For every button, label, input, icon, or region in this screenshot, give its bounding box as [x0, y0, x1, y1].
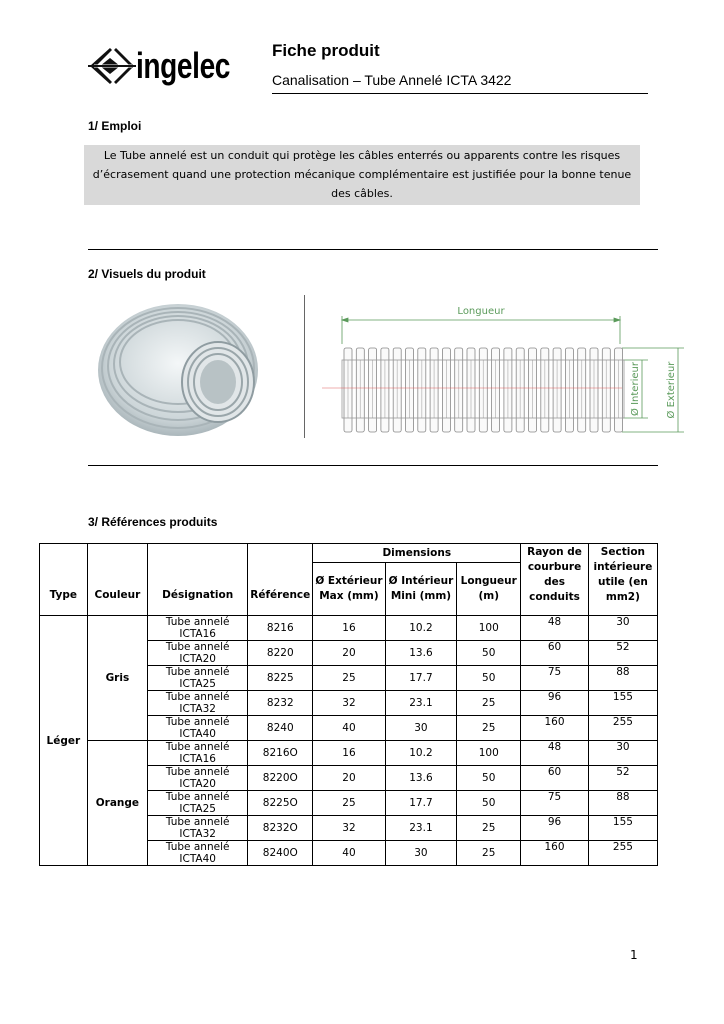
radius-cell: 75 [521, 791, 589, 816]
outer-diameter-label: Ø Exterieur [666, 361, 677, 419]
coil-photo [96, 298, 266, 438]
table-row [40, 616, 658, 641]
section-divider-2 [88, 465, 658, 466]
color-cell: Orange [87, 741, 147, 866]
visual-separator [304, 295, 305, 438]
ext-diameter-cell: 16 [313, 741, 385, 766]
ext-diameter-cell: 40 [313, 841, 385, 866]
ext-diameter-cell: 20 [313, 766, 385, 791]
int-diameter-cell: 23.1 [385, 816, 457, 841]
length-cell: 50 [457, 766, 521, 791]
length-cell: 25 [457, 691, 521, 716]
int-diameter-cell: 13.6 [385, 766, 457, 791]
designation-cell: Tube annelé ICTA16 [148, 616, 248, 641]
section-visuels-title: 2/ Visuels du produit [88, 267, 206, 281]
header-dimensions: Dimensions [313, 544, 521, 563]
int-diameter-cell: 30 [385, 841, 457, 866]
reference-cell: 8240 [248, 716, 313, 741]
length-label: Longueur [457, 306, 505, 317]
table-row [40, 741, 658, 766]
section-cell: 30 [588, 616, 657, 641]
length-cell: 50 [457, 666, 521, 691]
document-subtitle: Canalisation – Tube Annelé ICTA 3422 [272, 72, 512, 88]
int-diameter-cell: 17.7 [385, 666, 457, 691]
reference-cell: 8225 [248, 666, 313, 691]
designation-cell: Tube annelé ICTA40 [148, 841, 248, 866]
reference-cell: 8220O [248, 766, 313, 791]
int-diameter-cell: 10.2 [385, 616, 457, 641]
brand-name: ingelec [136, 45, 231, 86]
designation-cell: Tube annelé ICTA32 [148, 816, 248, 841]
header-color: Couleur [87, 544, 147, 616]
color-cell: Gris [87, 616, 147, 741]
section-cell: 255 [588, 841, 657, 866]
radius-cell: 48 [521, 616, 589, 641]
designation-cell: Tube annelé ICTA25 [148, 666, 248, 691]
document-title: Fiche produit [272, 41, 380, 60]
header-radius: Rayon de courbure des conduits [521, 544, 589, 616]
radius-cell: 96 [521, 691, 589, 716]
ext-diameter-cell: 32 [313, 816, 385, 841]
length-cell: 100 [457, 616, 521, 641]
length-cell: 50 [457, 641, 521, 666]
references-table [39, 543, 658, 866]
header-reference: Référence [248, 544, 313, 616]
page-number: 1 [630, 948, 638, 962]
section-divider [88, 249, 658, 250]
radius-cell: 160 [521, 841, 589, 866]
ext-diameter-cell: 32 [313, 691, 385, 716]
designation-cell: Tube annelé ICTA20 [148, 641, 248, 666]
header-type: Type [40, 544, 88, 616]
reference-cell: 8240O [248, 841, 313, 866]
emploi-line-2: d’écrasement quand une protection mécanique complémentaire est justifiée pour la bonne tenue [92, 168, 632, 181]
int-diameter-cell: 13.6 [385, 641, 457, 666]
section-cell: 155 [588, 691, 657, 716]
reference-cell: 8216 [248, 616, 313, 641]
radius-cell: 60 [521, 641, 589, 666]
ext-diameter-cell: 40 [313, 716, 385, 741]
radius-cell: 48 [521, 741, 589, 766]
header-designation: Désignation [148, 544, 248, 616]
reference-cell: 8216O [248, 741, 313, 766]
reference-cell: 8232O [248, 816, 313, 841]
section-cell: 52 [588, 641, 657, 666]
length-cell: 50 [457, 791, 521, 816]
header-ext-diameter: Ø Extérieur Max (mm) [313, 563, 385, 616]
reference-cell: 8232 [248, 691, 313, 716]
section-references-title: 3/ Références produits [88, 515, 218, 529]
emploi-line-3: des câbles. [331, 187, 393, 200]
header-section: Section intérieure utile (en mm2) [588, 544, 657, 616]
type-cell: Léger [40, 616, 88, 866]
emploi-line-1: Le Tube annelé est un conduit qui protège les câbles enterrés ou apparents contre les risques [103, 149, 621, 162]
int-diameter-cell: 23.1 [385, 691, 457, 716]
int-diameter-cell: 17.7 [385, 791, 457, 816]
radius-cell: 75 [521, 666, 589, 691]
section-emploi-title: 1/ Emploi [88, 119, 142, 133]
header-length: Longueur (m) [457, 563, 521, 616]
radius-cell: 160 [521, 716, 589, 741]
section-cell: 88 [588, 791, 657, 816]
inner-diameter-label: Ø Interieur [630, 362, 641, 416]
designation-cell: Tube annelé ICTA32 [148, 691, 248, 716]
int-diameter-cell: 30 [385, 716, 457, 741]
header-int-diameter: Ø Intérieur Mini (mm) [385, 563, 457, 616]
ingelec-logo [88, 44, 248, 88]
section-cell: 255 [588, 716, 657, 741]
section-cell: 88 [588, 666, 657, 691]
ext-diameter-cell: 16 [313, 616, 385, 641]
reference-cell: 8220 [248, 641, 313, 666]
emploi-description [84, 145, 640, 205]
designation-cell: Tube annelé ICTA40 [148, 716, 248, 741]
designation-cell: Tube annelé ICTA16 [148, 741, 248, 766]
int-diameter-cell: 10.2 [385, 741, 457, 766]
length-cell: 25 [457, 816, 521, 841]
ext-diameter-cell: 20 [313, 641, 385, 666]
length-cell: 100 [457, 741, 521, 766]
radius-cell: 60 [521, 766, 589, 791]
title-underline [272, 93, 648, 94]
radius-cell: 96 [521, 816, 589, 841]
reference-cell: 8225O [248, 791, 313, 816]
ext-diameter-cell: 25 [313, 666, 385, 691]
length-cell: 25 [457, 716, 521, 741]
tube-technical-drawing [322, 300, 692, 440]
length-cell: 25 [457, 841, 521, 866]
section-cell: 30 [588, 741, 657, 766]
section-cell: 155 [588, 816, 657, 841]
designation-cell: Tube annelé ICTA25 [148, 791, 248, 816]
ext-diameter-cell: 25 [313, 791, 385, 816]
section-cell: 52 [588, 766, 657, 791]
ingelec-emblem-icon [88, 44, 136, 88]
designation-cell: Tube annelé ICTA20 [148, 766, 248, 791]
